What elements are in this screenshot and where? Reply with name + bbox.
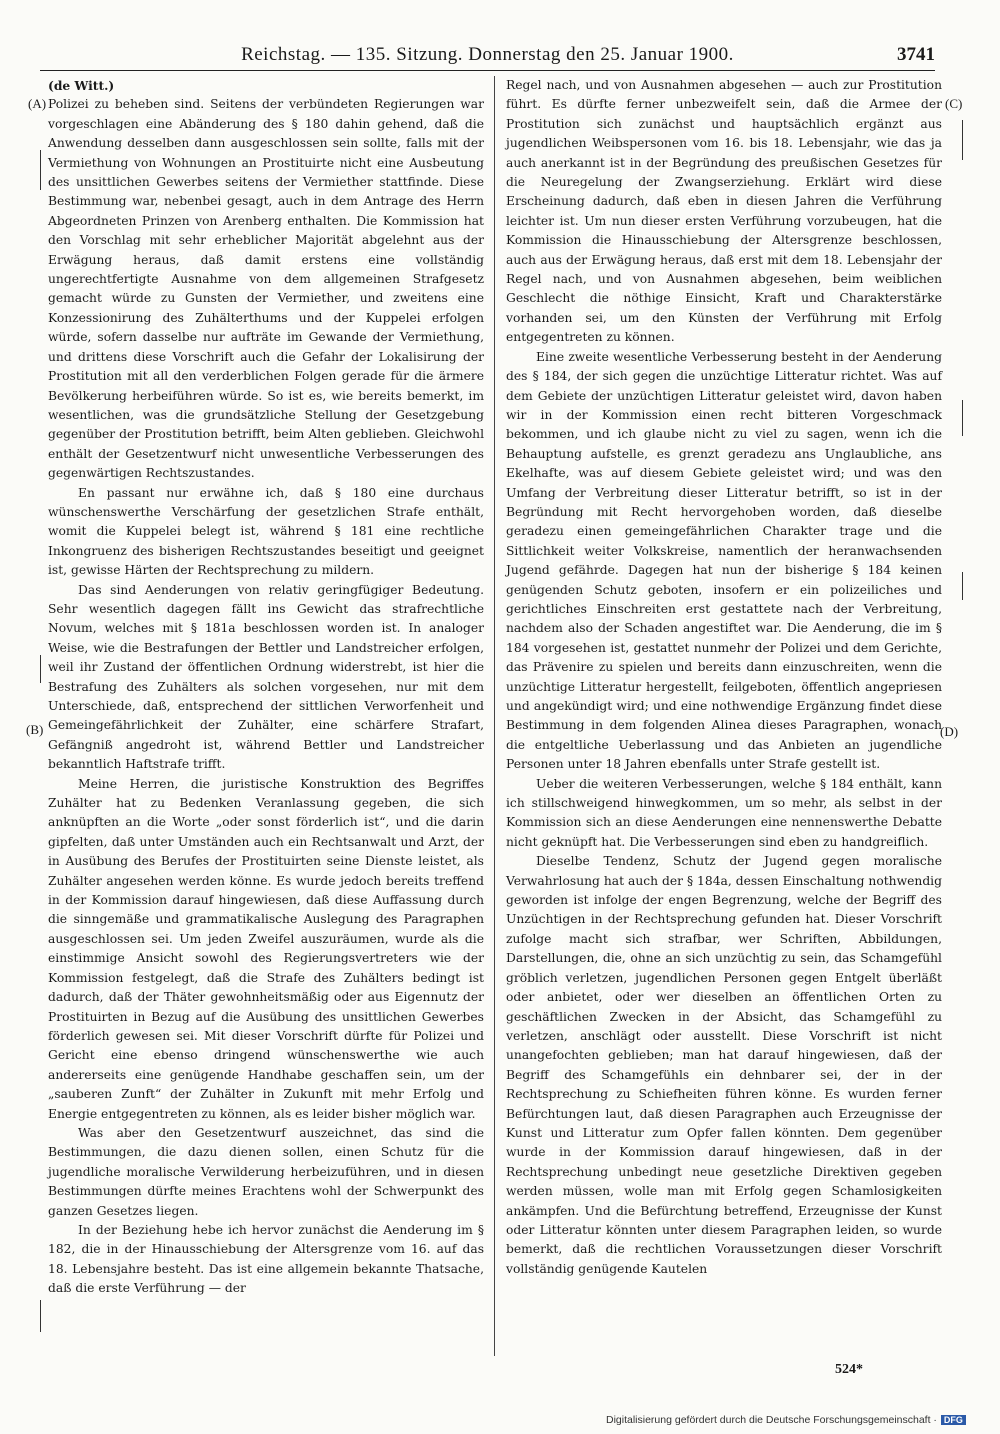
paragraph: En passant nur erwähne ich, daß § 180 eine durchaus wünschenswerthe Verschärfung der gesetzlichen Strafe enthält, womit die Kuppelei belegt ist, während § 181 eine rechtliche Inkongruenz des bisherigen Rechtszustandes beseitigt und geeignet ist, gewisse Härten der Rechtsprechung zu mildern. [48,485,484,578]
credit-text: Digitalisierung gefördert durch die Deutsche Forschungsgemeinschaft · [606,1414,937,1426]
dfg-logo: DFG [941,1415,966,1425]
paragraph: Meine Herren, die juristische Konstruktion des Begriffes Zuhälter hat zu Bedenken Veranlassung gegeben, die sich anknüpften an die Worte „oder sonst förderlich ist“, und die darin gipfelten, daß unter Umständen auch ein Rechtsanwalt und Arzt, der in Ausübung des Berufes der Prostituirten seine Dienste leistet, als Zuhälter angesehen werden könne. Es wurde jedoch bereits treffend in der Kommission darauf hingewiesen, daß diese Auffassung durch die sinngemäße und grammatikalische Auslegung des Paragraphen ausgeschlossen sei. Um jeden Zweifel auszuräumen, wurde als die einstimmige Ansicht sowohl des Regierungsvertreters wie der Kommission festgelegt, daß die Strafe des Zuhälters bedingt ist dadurch, daß der Thäter gewohnheitsmäßig oder aus Eigennutz der Prostituirten in Bezug auf die Ausübung des unsittlichen Gewerbes förderlich gewesen sei. Mit dieser Vorschrift dürfte für Polizei und Gericht eine ebenso dringend wünschenswerthe wie auch andererseits eine genügende Handhabe geschaffen sein, um der „sauberen Zunft“ der Zuhälter in Zukunft mit mehr Erfolg und Energie entgegentreten zu können, als es leider bisher möglich war. [48,776,484,1121]
margin-marker-d: (D) [940,724,959,739]
paragraph: Regel nach, und von Ausnahmen abgesehen — auch zur Prostitution führt. Es dürfte ferner unbezweifelt sein, daß die Armee der Prostitution sich zunächst und hauptsächlich ergänzt aus jugendlichen Weibspersonen vom 16. bis 18. Lebensjahr, wie das ja auch anerkannt ist in der Begründung des preußischen Gesetzes für die Neuregelung der Zwangserziehung. Erklärt wird diese Erscheinung dadurch, daß eben in diesen Jahren die Verführung leichter ist. Um nun dieser ersten Verführung vorzubeugen, hat die Kommission die Hinausschiebung der Altersgrenze beschlossen, auch aus der Erwägung heraus, daß erst mit dem 18. Lebensjahr der Regel nach, und von Ausnahmen abgesehen, beim weiblichen Geschlecht die nöthige Einsicht, Kraft und Charakterstärke vorhanden sei, um den Künsten der Verführung mit Erfolg entgegentreten zu können. [506,78,942,345]
margin-line [40,655,41,683]
right-column [506,76,942,1279]
digitization-credit [606,1414,966,1426]
page-header [40,42,935,71]
paragraph: In der Beziehung hebe ich hervor zunächst die Aenderung im § 182, die in der Hinausschiebung der Altersgrenze vom 16. auf das 18. Lebensjahre besteht. Das ist eine allgemein bekannte Thatsache, daß die erste Verführung — der [48,1222,484,1296]
margin-line [40,150,41,190]
margin-line [962,120,963,160]
paragraph: Eine zweite wesentliche Verbesserung besteht in der Aenderung des § 184, der sich gegen die unzüchtige Litteratur richtet. Was auf dem Gebiete der unzüchtigen Litteratur geleistet wird, davon haben wir in der Kommission einen recht bitteren Vorgeschmack bekommen, und ich glaube nicht zu viel zu sagen, wenn ich die Behauptung aufstelle, es grenzt geradezu ans Unglaubliche, ans Ekelhafte, was auf diesem Gebiete geleistet wird; und was den Umfang der Verbreitung dieser Litteratur betrifft, so ist in der Begründung mit Recht hervorgehoben worden, daß dieselbe geradezu einen gemeingefährlichen Charakter trage und die Sittlichkeit weiter Volkskreise, namentlich der heranwachsenden Jugend gefährde. Dagegen hat nun der bisherige § 184 keinen genügenden Schutz geboten, insofern er ein polizeiliches und gerichtliches Einschreiten erst gestattete nach der Verbreitung, nachdem also der Schaden angestiftet war. Die Aenderung, die im § 184 vorgesehen ist, gestattet nunmehr der Polizei und dem Gerichte, das Prävenire zu spielen und bereits dann einzuschreiten, wenn die unzüchtige Litteratur hergestellt, feilgeboten, öffentlich angepriesen und angekündigt wird; und eine nothwendige Ergänzung findet diese Bestimmung in dem folgenden Alinea dieses Paragraphen, wonach die entgeltliche Ueberlassung und das Anbieten an jugendliche Personen unter 18 Jahren ebenfalls unter Strafe gestellt ist. [506,349,942,772]
left-column [48,76,484,1299]
paragraph: Das sind Aenderungen von relativ geringfügiger Bedeutung. Sehr wesentlich dagegen fällt ins Gewicht das strafrechtliche Novum, welches mit § 181a beschlossen worden ist. In analoger Weise, wie die Bestrafungen der Bettler und Landstreicher erfolgen, weil ihr Zustand der öffentlichen Ordnung widerstrebt, ist hier die Bestrafung des Zuhälters als solchen vorgesehen, nur mit dem Unterschiede, daß, entsprechend der sittlichen Verworfenheit und Gemeingefährlichkeit der Zuhälter, eine schärfere Strafart, Gefängniß angedroht ist, während Bettler und Landstreicher bekanntlich Haftstrafe trifft. [48,582,484,772]
margin-line [962,572,963,600]
paragraph: Was aber den Gesetzentwurf auszeichnet, das sind die Bestimmungen, die dazu dienen sollen, einen Schutz für die jugendliche moralische Verwilderung herbeizuführen, und in diesen Bestimmungen dürfte meines Erachtens wohl der Schwerpunkt des ganzen Gesetzes liegen. [48,1125,484,1218]
speaker-name: (de Witt.) [48,78,115,93]
margin-line [962,400,963,436]
column-divider [494,76,495,1356]
page-number: 3741 [897,44,935,65]
margin-marker-a: (A) [28,96,47,111]
sheet-signature: 524* [835,1362,863,1377]
paragraph: Polizei zu beheben sind. Seitens der verbündeten Regierungen war vorgeschlagen eine Abänderung des § 180 dahin gehend, daß die Anwendung desselben dann ausgeschlossen sein sollte, falls mit der Vermiethung von Wohnungen an Prostituirte nicht eine Ausbeutung des unsittlichen Gewerbes seitens der Vermiether stattfinde. Diese Bestimmung war, nebenbei gesagt, auch in dem Antrage des Herrn Abgeordneten Prinzen von Arenberg enthalten. Die Kommission hat den Vorschlag mit sehr erheblicher Majorität abgelehnt aus der Erwägung heraus, daß damit erstens eine vollständig ungerechtfertigte Ausnahme von dem allgemeinen Strafgesetz gemacht würde zu Gunsten der Vermiether, und zweitens eine Konzessionirung des Zuhälterthums und der Kuppelei erfolgen würde, sofern dasselbe nur aufträte im Gewande der Vermiethung, und drittens diese Vorschrift auch die Gefahr der Lokalisirung der Prostitution mit all den verderblichen Folgen gerade für die ärmere Bevölkerung herbeiführen würde. So ist es, wie bereits bemerkt, im wesentlichen, was die grundsätzliche Stellung der Gesetzgebung gegenüber der Prostitution betrifft, beim Alten geblieben. Gleichwohl enthält der Gesetzentwurf nicht unwesentliche Verbesserungen des gegenwärtigen Rechtszustandes. [48,97,484,481]
paragraph: Dieselbe Tendenz, Schutz der Jugend gegen moralische Verwahrlosung hat auch der § 184a, dessen Einschaltung nothwendig geworden ist infolge der engen Begrenzung, welche der Begriff des Unzüchtigen in der Rechtsprechung gefunden hat. Dieser Vorschrift zufolge macht sich strafbar, wer Schriften, Abbildungen, Darstellungen, die, ohne an sich unzüchtig zu sein, das Schamgefühl gröblich verletzen, jugendlichen Personen gegen Entgelt überläßt oder anbietet, oder wer dieselben an öffentlichen Orten zu geschäftlichen Zwecken in der Absicht, das Schamgefühl zu verletzen, anschlägt oder ausstellt. Diese Vorschrift ist nicht unangefochten geblieben; man hat darauf hingewiesen, daß der Begriff des Schamgefühls ein dehnbarer sei, der in der Rechtsprechung zu Schiefheiten führen könne. Es wurden ferner Befürchtungen laut, daß diesen Paragraphen auch Erzeugnisse der Kunst und Litteratur zum Opfer fallen könnten. Dem gegenüber wurde in der Kommission darauf hingewiesen, daß in der Rechtsprechung unbedingt neue gesetzliche Direktiven gegeben werden müssen, wolle man mit Erfolg gegen Schamlosigkeiten ankämpfen. Und die Befürchtung betreffend, Erzeugnisse der Kunst oder Litteratur könnten unter diesem Paragraphen leiden, so wurde bemerkt, daß die rechtlichen Voraussetzungen dieser Vorschrift vollständig genügende Kautelen [506,854,942,1276]
margin-marker-c: (C) [945,96,963,111]
header-title: Reichstag. — 135. Sitzung. Donnerstag den 25. Januar 1900. [241,44,734,65]
paragraph: Ueber die weiteren Verbesserungen, welche § 184 enthält, kann ich stillschweigend hinwegkommen, um so mehr, als selbst in der Kommission sich an diese Aenderungen eine nennenswerthe Debatte nicht geknüpft hat. Die Verbesserungen sind eben zu handgreiflich. [506,776,942,849]
margin-marker-b: (B) [26,722,44,737]
margin-line [40,1300,41,1332]
